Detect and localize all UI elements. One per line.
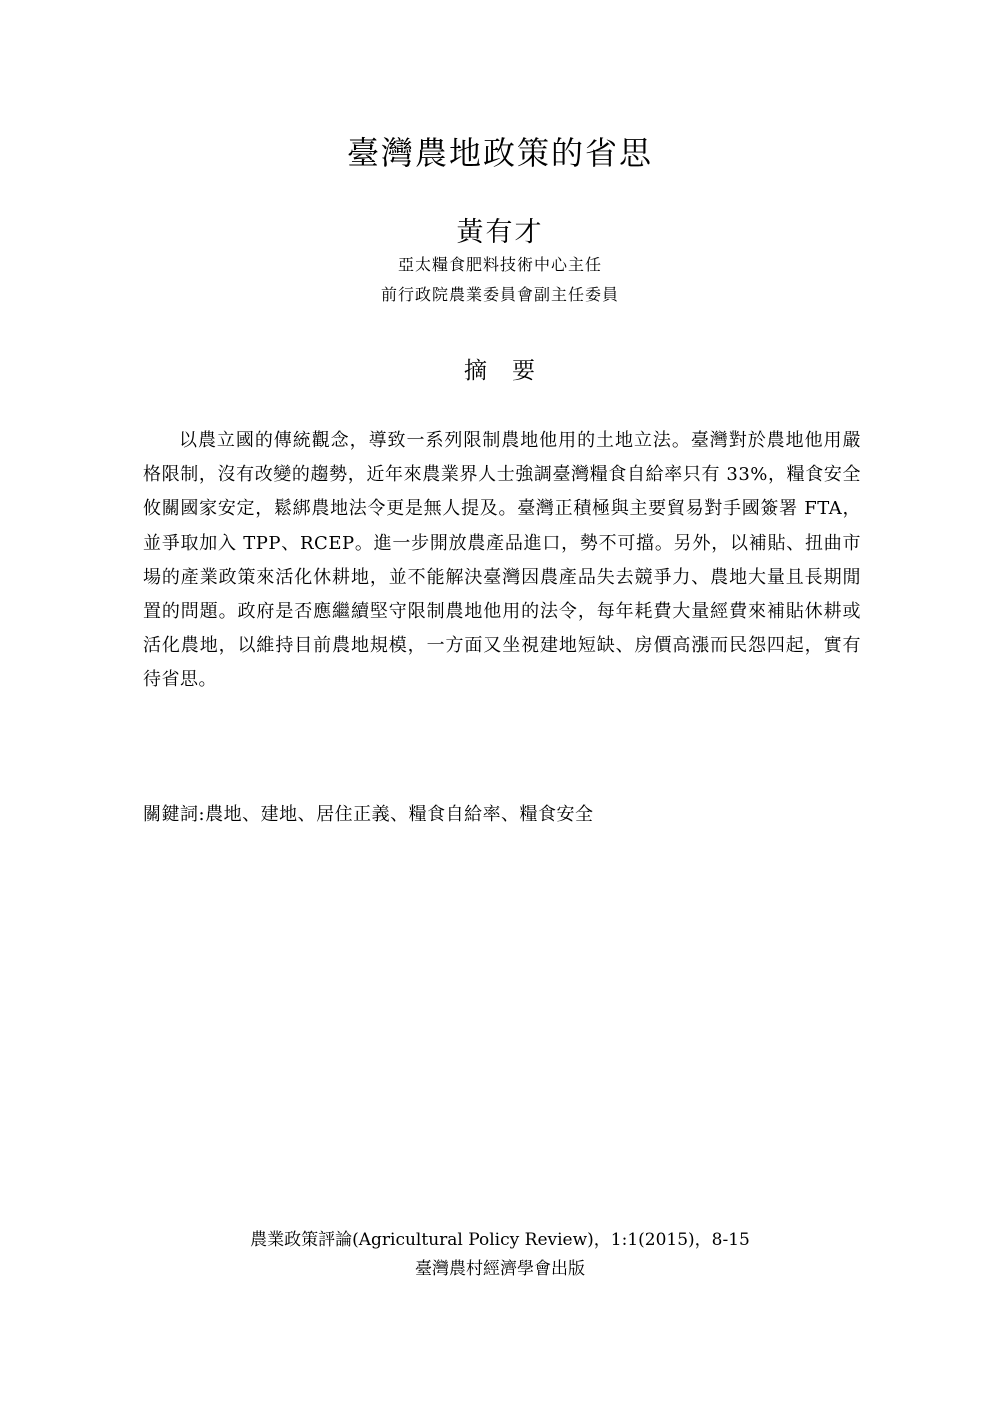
abstract-heading: 摘 要 — [464, 358, 536, 384]
author-affiliation-2: 前行政院農業委員會副主任委員 — [380, 285, 619, 304]
journal-citation: 農業政策評論(Agricultural Policy Review)，1:1(2015)，8-15 — [250, 1230, 750, 1250]
abstract-body: 以農立國的傳統觀念，導致一系列限制農地他用的土地立法。臺灣對於農地他用嚴格限制，沒有改變的趨勢，近年來農業界人士強調臺灣糧食自給率只有 33%，糧食安全攸關國家安定，鬆綁農地法令更是無人提及。臺灣正積極與主要貿易對手國簽署 FTA，並爭取加入 TPP、RCEP。進一步開放農產品進口，勢不可擋。另外，以補貼、扭曲市場的產業政策來活化休耕地，並不能解決臺灣因農產品失去競爭力、農地大量且長期閒置的問題。政府是否應繼續堅守限制農地他用的法令，每年耗費大量經費來補貼休耕或活化農地，以維持目前農地規模，一方面又坐視建地短缺、房價高漲而民怨四起，實有待省思。 — [143, 430, 861, 691]
keywords: 關鍵詞:農地、建地、居住正義、糧食自給率、糧食安全 — [143, 804, 594, 825]
publisher-line: 臺灣農村經濟學會出版 — [415, 1259, 585, 1279]
author-name: 黃有才 — [456, 217, 544, 248]
paper-title: 臺灣農地政策的省思 — [346, 134, 653, 172]
author-affiliation-1: 亞太糧食肥料技術中心主任 — [397, 255, 602, 274]
